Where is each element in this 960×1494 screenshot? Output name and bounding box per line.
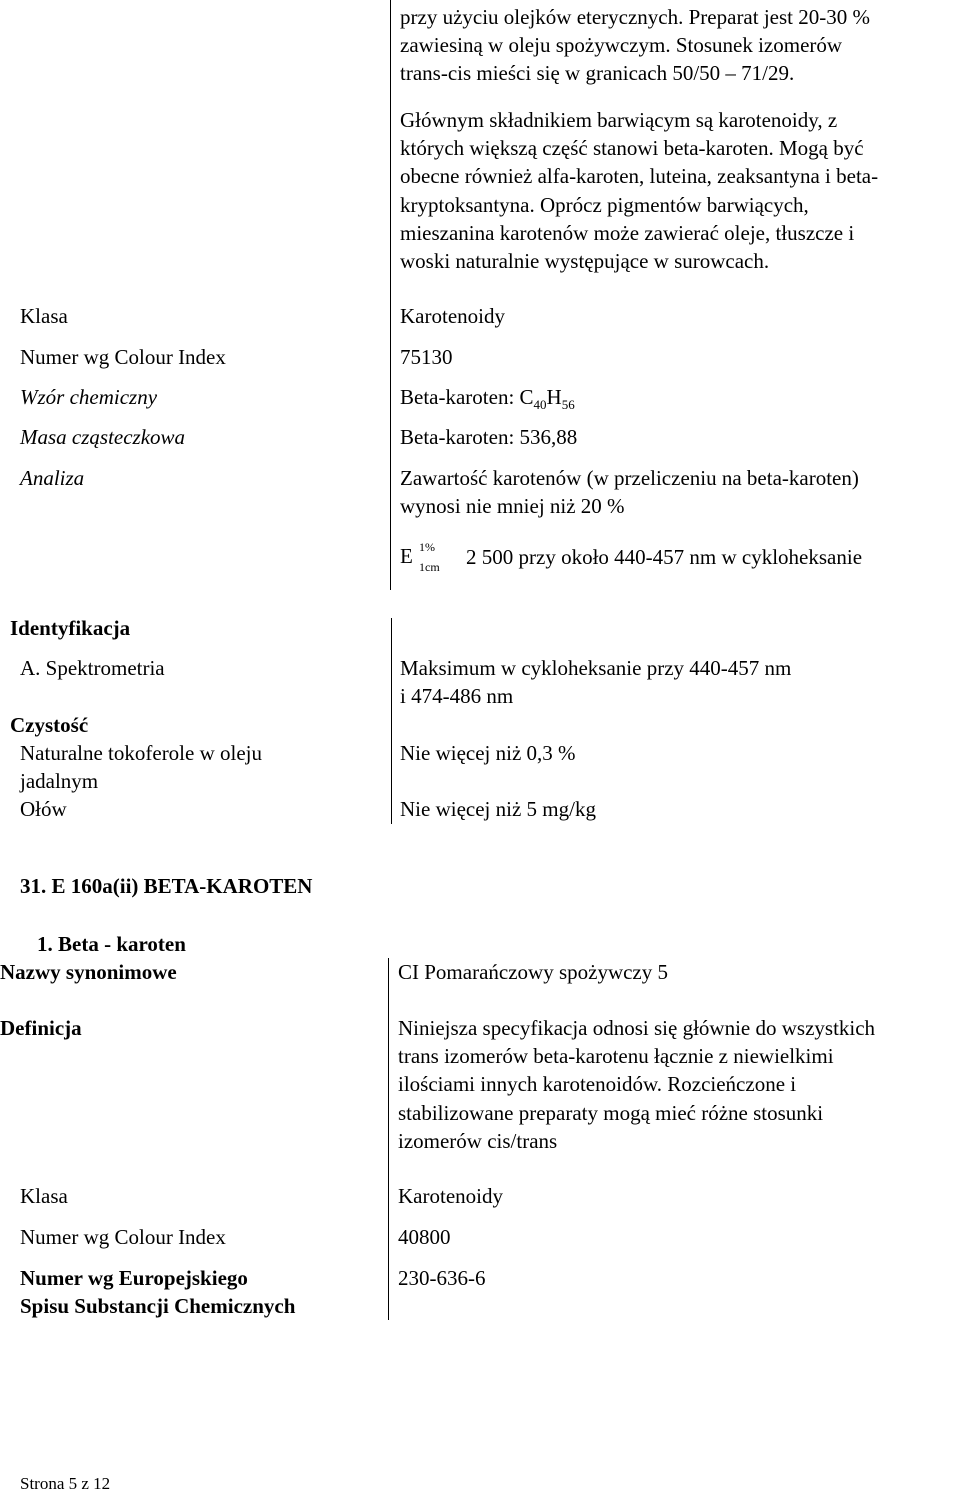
column-divider-section2 (388, 958, 389, 1320)
klasa-value: Karotenoidy (400, 304, 505, 328)
wzor-value (400, 383, 575, 414)
e-symbol: E (400, 544, 413, 568)
colour-index-label-2: Numer wg Colour Index (20, 1225, 226, 1249)
masa-label: Masa cząsteczkowa (20, 425, 186, 449)
analiza-line-1: Zawartość karotenów (w przeliczeniu na beta-karoten) (400, 466, 859, 490)
text-line: Głównym składnikiem barwiącym są karotenoidy, z (400, 108, 838, 132)
definicja-label: Definicja (0, 1016, 82, 1040)
text-line: woski naturalnie występujące w surowcach. (400, 249, 770, 273)
colour-index-value: 75130 (400, 345, 453, 369)
spektrometria-line-1: Maksimum w cykloheksanie przy 440-457 nm (400, 656, 792, 680)
text-line: mieszanina karotenów może zawierać oleje, tłuszcze i (400, 221, 855, 245)
text-line: których większą część stanowi beta-karoten. Mogą być (400, 136, 864, 160)
section-subheading: 1. Beta - karoten (37, 932, 186, 956)
tokoferole-value: Nie więcej niż 0,3 % (400, 741, 576, 765)
spektrometria-line-2: i 474-486 nm (400, 684, 514, 708)
eu-number-label-2: Spisu Substancji Chemicznych (20, 1294, 296, 1318)
text-line: izomerów cis/trans (398, 1129, 558, 1153)
olow-label: Ołów (20, 797, 67, 821)
klasa-value-2: Karotenoidy (398, 1184, 503, 1208)
identyfikacja-heading: Identyfikacja (10, 616, 131, 640)
column-divider-identyfikacja (391, 618, 392, 824)
page-footer: Strona 5 z 12 (20, 1474, 111, 1493)
text-line: obecne również alfa-karoten, luteina, zeaksantyna i beta- (400, 164, 879, 188)
text-line: ilościami innych karotenoidów. Rozcieńczone i (398, 1072, 797, 1096)
wzor-h-subscript: 56 (561, 397, 575, 412)
wzor-h: H (546, 385, 562, 409)
eu-number-value: 230-636-6 (398, 1266, 486, 1290)
e-superscript: 1% (419, 540, 435, 554)
analiza-label: Analiza (20, 466, 85, 490)
czystosc-heading: Czystość (10, 713, 89, 737)
section-heading: 31. E 160a(ii) BETA-KAROTEN (20, 874, 313, 898)
text-line: trans-cis mieści się w granicach 50/50 – 71/29. (400, 61, 795, 85)
e-value: 2 500 przy około 440-457 nm w cykloheksanie (466, 545, 863, 569)
synonimy-label: Nazwy synonimowe (0, 960, 177, 984)
e-subscript: 1cm (419, 560, 440, 574)
text-line: zawiesiną w oleju spożywczym. Stosunek izomerów (400, 33, 843, 57)
eu-number-label-1: Numer wg Europejskiego (20, 1266, 248, 1290)
column-divider-top (390, 0, 391, 590)
text-line: stabilizowane preparaty mogą mieć różne stosunki (398, 1101, 824, 1125)
text-line: trans izomerów beta-karotenu łącznie z niewielkimi (398, 1044, 834, 1068)
synonimy-value: CI Pomarańczowy spożywczy 5 (398, 960, 669, 984)
analiza-line-2: wynosi nie mniej niż 20 % (400, 494, 625, 518)
spektrometria-label: A. Spektrometria (20, 656, 165, 680)
tokoferole-label-1: Naturalne tokoferole w oleju (20, 741, 262, 765)
klasa-label: Klasa (20, 304, 68, 328)
wzor-prefix: Beta-karoten: C (400, 385, 534, 409)
olow-value: Nie więcej niż 5 mg/kg (400, 797, 596, 821)
text-line: Niniejsza specyfikacja odnosi się głównie do wszystkich (398, 1016, 876, 1040)
colour-index-value-2: 40800 (398, 1225, 451, 1249)
wzor-label: Wzór chemiczny (20, 385, 158, 409)
masa-value: Beta-karoten: 536,88 (400, 425, 578, 449)
text-line: przy użyciu olejków eterycznych. Preparat jest 20-30 % (400, 5, 870, 29)
wzor-c-subscript: 40 (533, 397, 547, 412)
klasa-label-2: Klasa (20, 1184, 68, 1208)
tokoferole-label-2: jadalnym (20, 769, 99, 793)
colour-index-label: Numer wg Colour Index (20, 345, 226, 369)
text-line: kryptoksantyna. Oprócz pigmentów barwiących, (400, 193, 809, 217)
